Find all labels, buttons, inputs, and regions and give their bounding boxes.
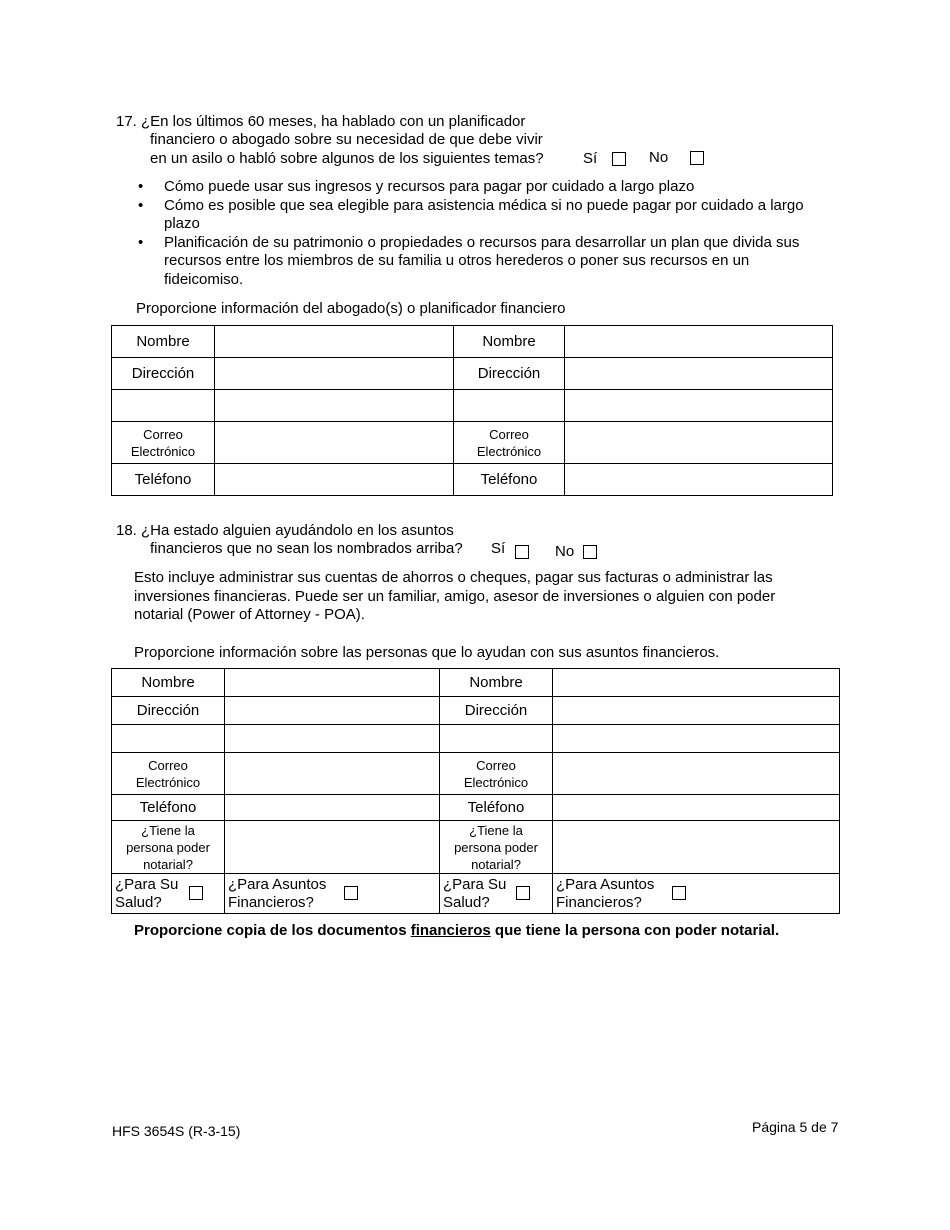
health-poa-cell-2 [440, 874, 553, 914]
email-field-1[interactable] [225, 753, 440, 795]
phone-field-2[interactable] [565, 464, 833, 496]
email-label: Correo Electrónico [454, 422, 565, 464]
table-row [112, 422, 833, 464]
table-row [112, 697, 840, 725]
phone-label: Teléfono [454, 464, 565, 496]
phone-label: Teléfono [112, 464, 215, 496]
q17-instruction: Proporcione información del abogado(s) o planificador financiero [136, 300, 566, 317]
phone-label: Teléfono [440, 795, 553, 821]
poa-label: ¿Tiene la persona poder notarial? [112, 821, 225, 874]
blank-label-cell [454, 390, 565, 422]
address-line2-field-2[interactable] [553, 725, 840, 753]
table-row [112, 669, 840, 697]
q18-no-label: No [555, 543, 575, 560]
table-row [112, 753, 840, 795]
poa-documents-note: Proporcione copia de los documentos financieros que tiene la persona con poder notarial. [134, 922, 780, 939]
list-item [138, 234, 838, 290]
q17-yes-checkbox[interactable] [612, 152, 626, 166]
address-field-2[interactable] [553, 697, 840, 725]
table-row [112, 326, 833, 358]
bullet-text: plazo [164, 215, 200, 232]
q17-question-line-3: en un asilo o habló sobre algunos de los siguientes temas? [150, 150, 544, 167]
financial-poa-cell-1 [225, 874, 440, 914]
financial-poa-label: ¿Para Asuntos [228, 875, 327, 893]
phone-field-1[interactable] [215, 464, 454, 496]
health-poa-label: Salud? [443, 893, 490, 911]
q18-explanation: Esto incluye administrar sus cuentas de ahorros o cheques, pagar sus facturas o administrar las inversiones financieras. Puede ser un familiar, amigo, asesor de inversiones o alguien con poder notarial (Power of Attorney - POA). [134, 569, 776, 623]
table-row [112, 464, 833, 496]
q18-question-line-1: ¿Ha estado alguien ayudándolo en los asuntos [141, 522, 454, 539]
blank-label-cell [112, 725, 225, 753]
address-line2-field-2[interactable] [565, 390, 833, 422]
name-field-2[interactable] [565, 326, 833, 358]
financial-poa-checkbox-1[interactable] [344, 886, 358, 900]
q18-yes-label: Sí [491, 540, 506, 557]
address-label: Dirección [112, 358, 215, 390]
table-row [112, 795, 840, 821]
financial-poa-label: ¿Para Asuntos [556, 875, 655, 893]
note-emphasis: financieros [410, 922, 491, 939]
bullet-icon: • [138, 178, 144, 195]
q18-helper-table [111, 668, 840, 914]
address-line2-field-1[interactable] [225, 725, 440, 753]
q18-yes-checkbox[interactable] [515, 545, 529, 559]
bullet-icon: • [138, 233, 144, 251]
bullet-text: recursos entre los miembros de su familia u otros herederos o poner sus recursos en un [164, 252, 750, 269]
poa-field-2[interactable] [553, 821, 840, 874]
bullet-text: Cómo puede usar sus ingresos y recursos para pagar por cuidado a largo plazo [164, 178, 695, 195]
q17-no-checkbox[interactable] [690, 151, 704, 165]
table-row [112, 390, 833, 422]
poa-field-1[interactable] [225, 821, 440, 874]
email-field-1[interactable] [215, 422, 454, 464]
q17-contact-table [111, 325, 833, 496]
address-line2-field-1[interactable] [215, 390, 454, 422]
q18-question-line-2: financieros que no sean los nombrados arriba? [150, 540, 463, 557]
q17-question-line-1: ¿En los últimos 60 meses, ha hablado con un planificador [141, 113, 526, 130]
financial-poa-label: Financieros? [556, 893, 642, 911]
name-field-1[interactable] [225, 669, 440, 697]
form-id: HFS 3654S (R-3-15) [112, 1123, 241, 1139]
name-field-1[interactable] [215, 326, 454, 358]
q17-no-label: No [649, 149, 669, 166]
blank-label-cell [440, 725, 553, 753]
address-field-1[interactable] [215, 358, 454, 390]
table-row [112, 874, 840, 914]
q17-question-line-2: financiero o abogado sobre su necesidad de que debe vivir [150, 131, 543, 148]
q17-number: 17. [116, 113, 137, 130]
bullet-text: fideicomiso. [164, 270, 244, 288]
list-item [138, 197, 838, 234]
address-field-2[interactable] [565, 358, 833, 390]
table-row [112, 821, 840, 874]
phone-label: Teléfono [112, 795, 225, 821]
name-field-2[interactable] [553, 669, 840, 697]
name-label: Nombre [454, 326, 565, 358]
blank-label-cell [112, 390, 215, 422]
q17-yes-label: Sí [583, 150, 598, 167]
poa-label: ¿Tiene la persona poder notarial? [440, 821, 553, 874]
health-poa-label: ¿Para Su [443, 875, 507, 893]
health-poa-label: Salud? [115, 893, 162, 911]
name-label: Nombre [112, 669, 225, 697]
list-item [138, 178, 838, 197]
address-label: Dirección [440, 697, 553, 725]
email-field-2[interactable] [565, 422, 833, 464]
email-label: Correo Electrónico [112, 753, 225, 795]
table-row [112, 725, 840, 753]
q18-number: 18. [116, 522, 137, 539]
health-poa-cell-1 [112, 874, 225, 914]
phone-field-1[interactable] [225, 795, 440, 821]
email-label: Correo Electrónico [440, 753, 553, 795]
bullet-text: Planificación de su patrimonio o propiedades o recursos para desarrollar un plan que divida sus [164, 233, 800, 251]
name-label: Nombre [112, 326, 215, 358]
address-field-1[interactable] [225, 697, 440, 725]
address-label: Dirección [112, 697, 225, 725]
q18-instruction: Proporcione información sobre las personas que lo ayudan con sus asuntos financieros. [134, 644, 720, 661]
q18-no-checkbox[interactable] [583, 545, 597, 559]
bullet-icon: • [138, 196, 144, 214]
page-number: Página 5 de 7 [752, 1119, 839, 1135]
bullet-text: Cómo es posible que sea elegible para asistencia médica si no puede pagar por cuidado a largo [164, 196, 804, 214]
financial-poa-label: Financieros? [228, 893, 314, 911]
health-poa-checkbox-2[interactable] [516, 886, 530, 900]
health-poa-checkbox-1[interactable] [189, 886, 203, 900]
financial-poa-cell-2 [553, 874, 840, 914]
name-label: Nombre [440, 669, 553, 697]
health-poa-label: ¿Para Su [115, 875, 179, 893]
email-field-2[interactable] [553, 753, 840, 795]
q17-topic-list [138, 178, 838, 289]
phone-field-2[interactable] [553, 795, 840, 821]
financial-poa-checkbox-2[interactable] [672, 886, 686, 900]
email-label: Correo Electrónico [112, 422, 215, 464]
table-row [112, 358, 833, 390]
address-label: Dirección [454, 358, 565, 390]
